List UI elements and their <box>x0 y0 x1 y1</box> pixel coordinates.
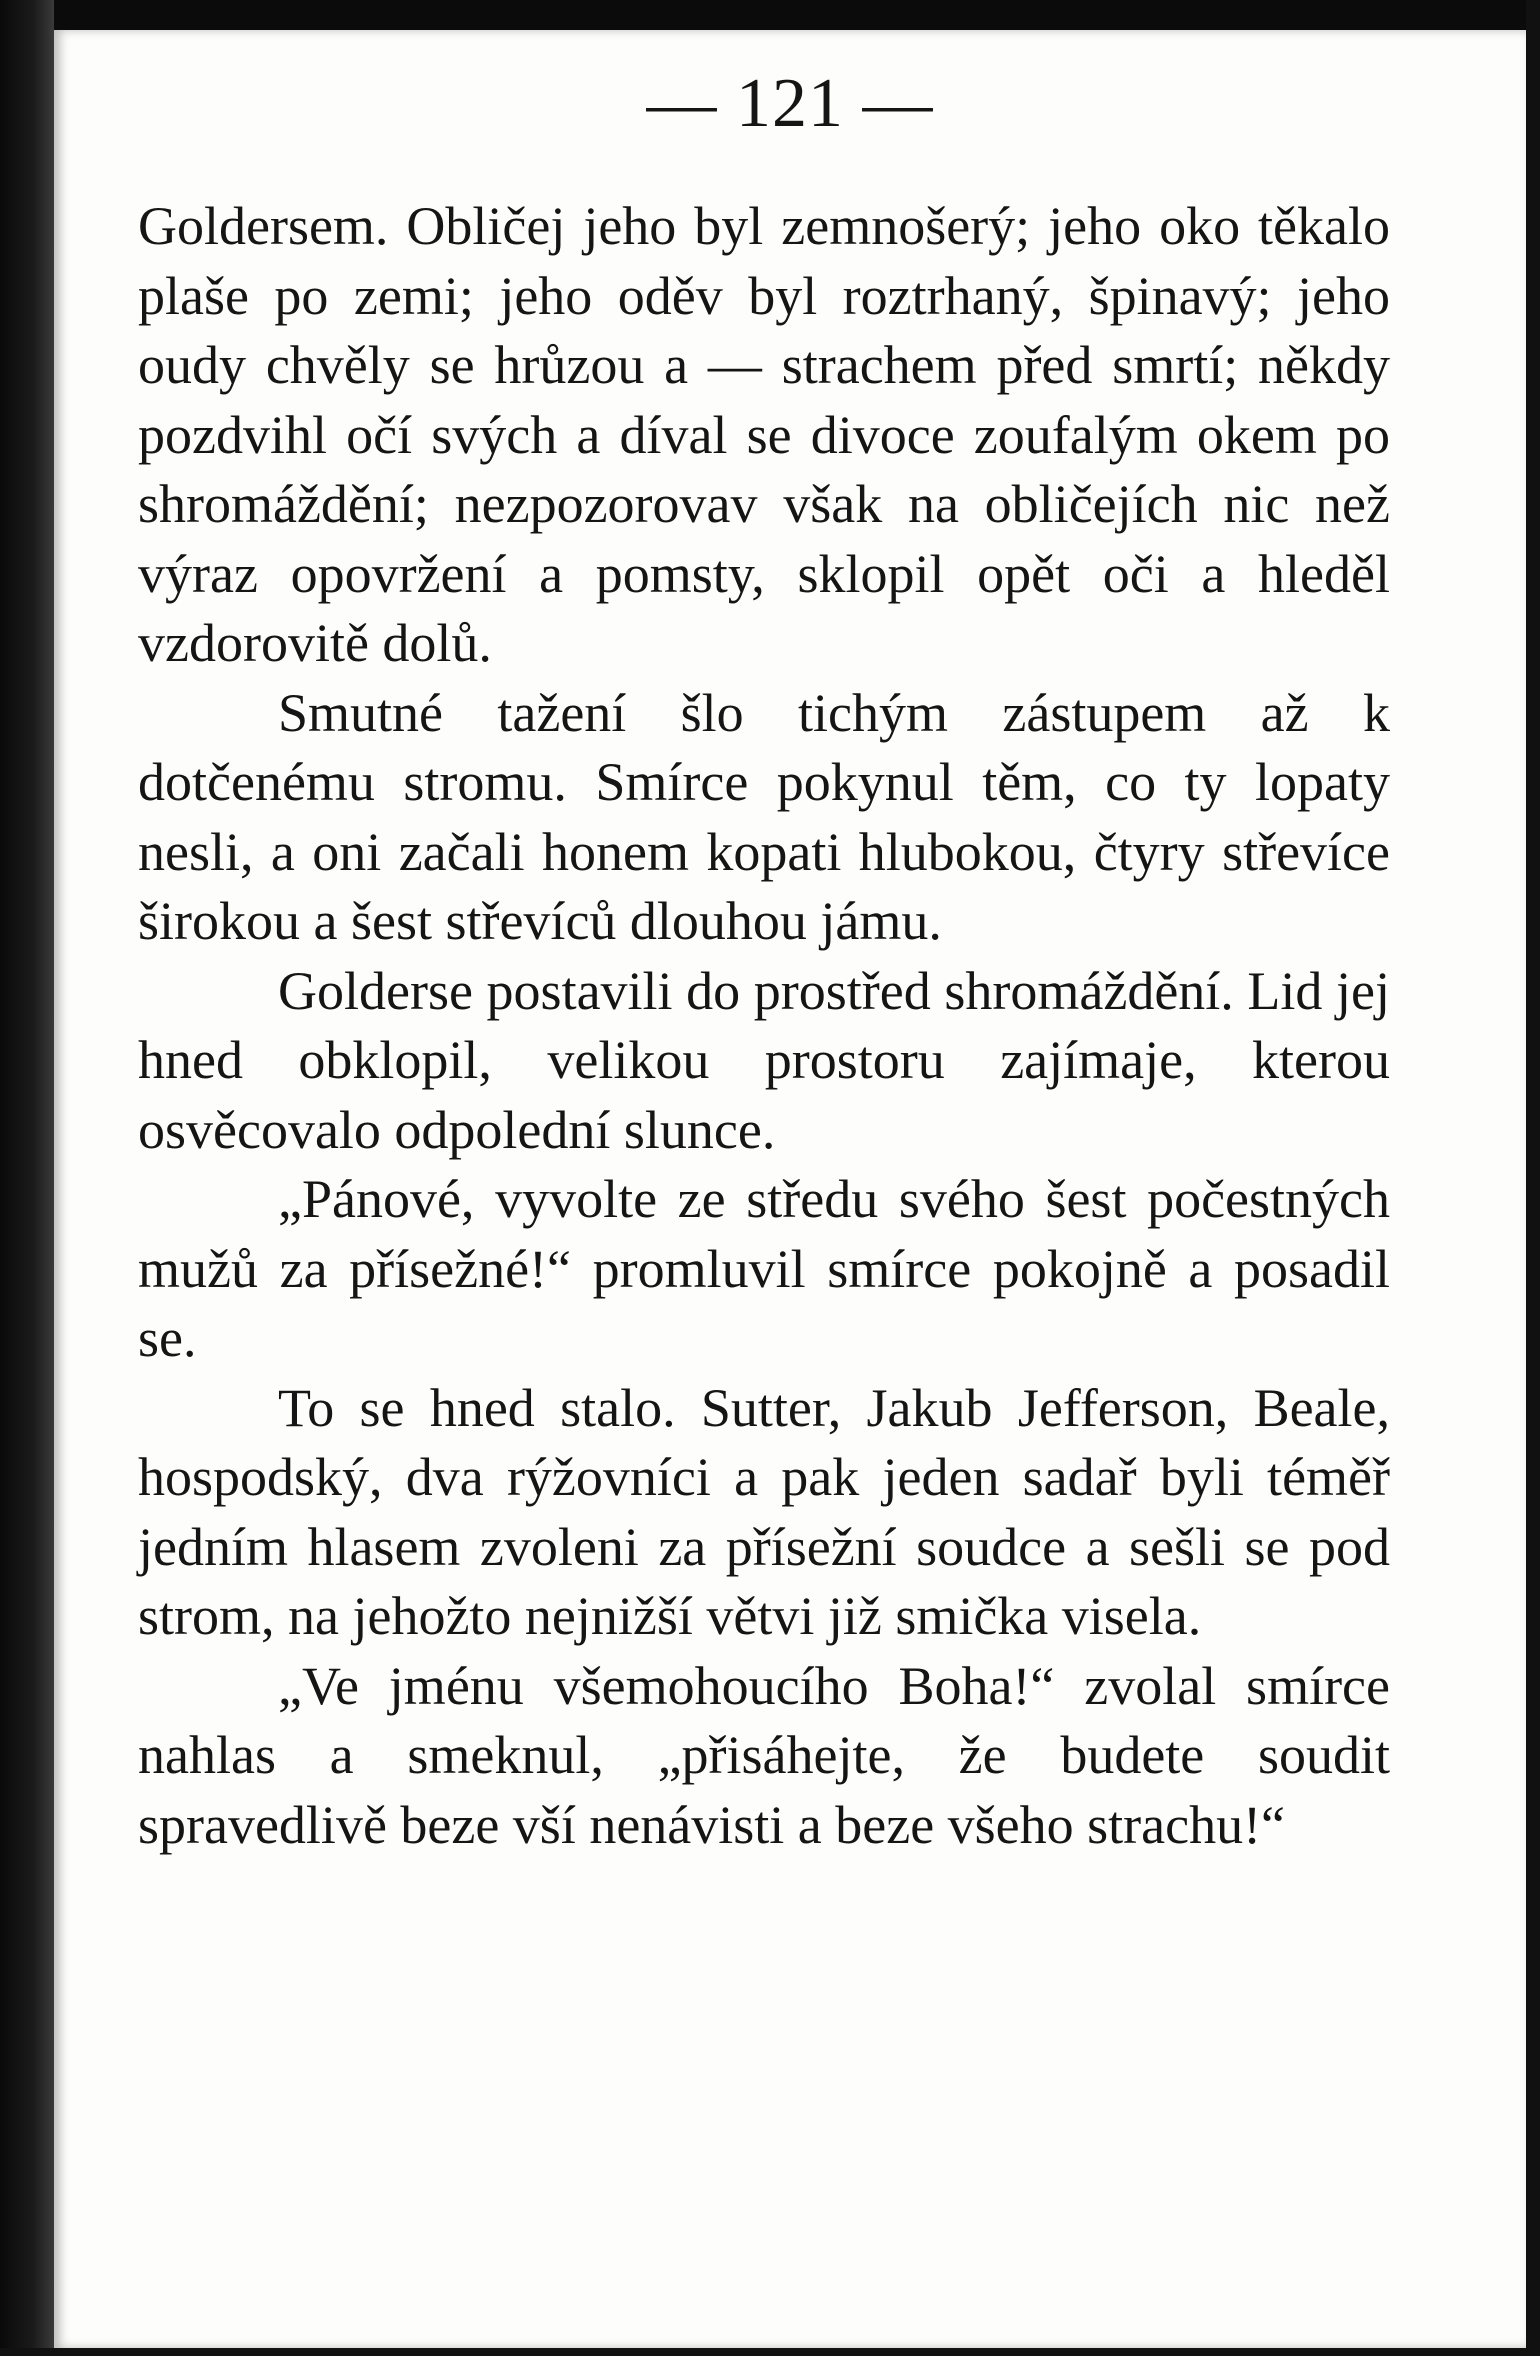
paragraph-6: „Ve jménu všemohoucího Boha!“ zvolal smírce nahlas a smeknul, „přisáhejte, že budete soudit spravedlivě beze vší nenávisti a beze všeho strachu!“ <box>138 1655 1390 1855</box>
paragraph-4: „Pánové, vyvolte ze středu svého šest počestných mužů za přísežné!“ promluvil smírce pokojně a posadil se. <box>138 1169 1390 1368</box>
scan-border-bottom <box>0 2348 1540 2356</box>
scan-border-left <box>0 0 54 2356</box>
scan-border-right <box>1526 0 1540 2356</box>
page-number: — 121 — <box>646 65 934 142</box>
paragraph-1: Goldersem. Obličej jeho byl zemnošerý; jeho oko těkalo plaše po zemi; jeho oděv byl roztrhaný, špinavý; jeho oudy chvěly se hrůzou a — strachem před smrtí; někdy pozdvihl očí svých a díval se divoce zoufalým okem po shromáždění; nezpozorovav však na obličejích nic než výraz opovržení a pomsty, sklopil opět oči a hleděl vzdorovitě dolů. <box>138 196 1390 673</box>
paragraph-3: Golderse postavili do prostřed shromáždění. Lid jej hned obklopil, velikou prostoru zajímaje, kterou osvěcovalo odpolední slunce. <box>138 960 1390 1160</box>
body-text <box>138 192 1390 1860</box>
scan-border-top <box>0 0 1540 30</box>
paragraph-5: To se hned stalo. Sutter, Jakub Jefferson, Beale, hospodský, dva rýžovníci a pak jeden sadař byli téměř jedním hlasem zvoleni za přísežní soudce a sešli se pod strom, na jehožto nejnižší větvi již smička visela. <box>138 1377 1390 1646</box>
book-page <box>54 30 1526 2348</box>
paragraph-2: Smutné tažení šlo tichým zástupem až k dotčenému stromu. Smírce pokynul těm, co ty lopaty nesli, a oni začali honem kopati hlubokou, čtyry střevíce širokou a šest střevíců dlouhou jámu. <box>138 682 1390 951</box>
